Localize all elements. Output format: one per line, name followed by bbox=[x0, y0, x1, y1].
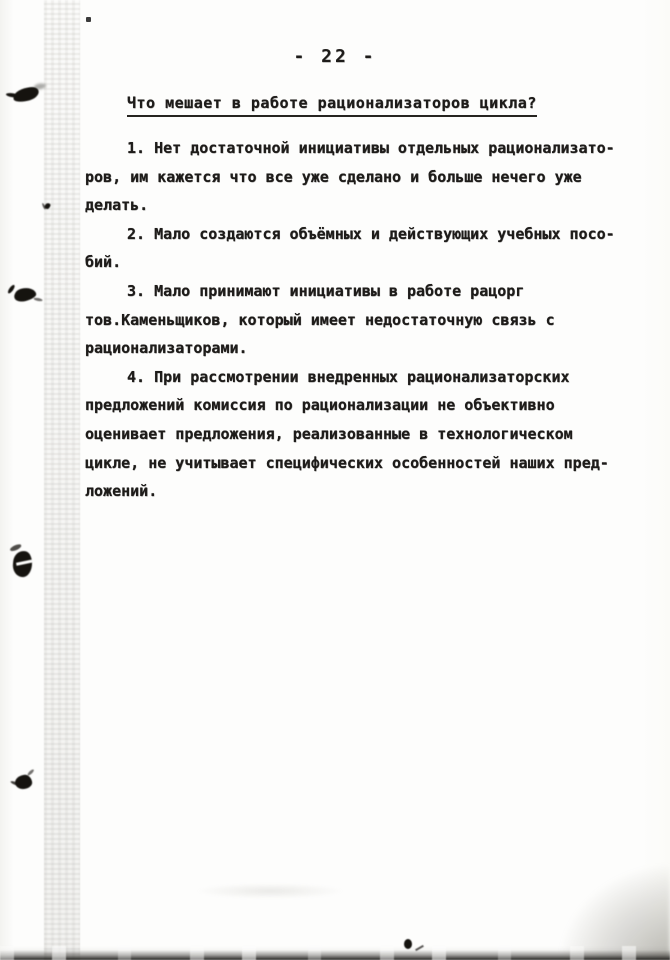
page-number: - 22 - bbox=[293, 46, 377, 67]
heading-text: Что мешает в работе рационализаторов цикла? bbox=[127, 94, 537, 117]
ink-blot bbox=[14, 774, 33, 790]
text-line: 1. Нет достаточной инициативы отдельных рационализато- bbox=[127, 139, 615, 157]
ink-speck bbox=[86, 17, 91, 22]
text-line: 3. Мало принимают инициативы в работе рацорг bbox=[127, 281, 525, 300]
text-line: делать. bbox=[85, 196, 149, 215]
text-line: оценивает предложения, реализованные в технологическом bbox=[85, 424, 573, 443]
ink-blot bbox=[12, 550, 34, 578]
paragraph bbox=[85, 134, 630, 220]
scan-grain-band bbox=[44, 0, 80, 960]
text-line: рационализаторами. bbox=[85, 339, 248, 358]
ink-blot bbox=[13, 286, 37, 304]
ink-blot bbox=[12, 86, 40, 103]
document-body bbox=[85, 134, 630, 506]
text-line: ров, им кажется что все уже сделано и больше нечего уже bbox=[85, 167, 582, 186]
text-line: 2. Мало создаются объёмных и действующих учебных посо- bbox=[127, 224, 615, 243]
paragraph bbox=[85, 363, 630, 506]
paragraph bbox=[85, 220, 630, 277]
text-line: предложений комиссия по рационализации не объективно bbox=[85, 396, 555, 415]
document-heading bbox=[127, 94, 537, 112]
scan-smudge bbox=[195, 883, 345, 899]
text-line: тов.Каменьщиков, который имеет недостаточную связь с bbox=[85, 310, 555, 329]
text-line: бий. bbox=[85, 253, 122, 272]
paragraph bbox=[85, 277, 630, 363]
text-line: цикле, не учитывает специфических особенностей наших пред- bbox=[85, 453, 609, 472]
text-line: 4. При рассмотрении внедренных рационализаторских bbox=[127, 367, 570, 386]
scan-bottom-edge bbox=[0, 946, 670, 960]
text-line: ложений. bbox=[85, 482, 158, 501]
